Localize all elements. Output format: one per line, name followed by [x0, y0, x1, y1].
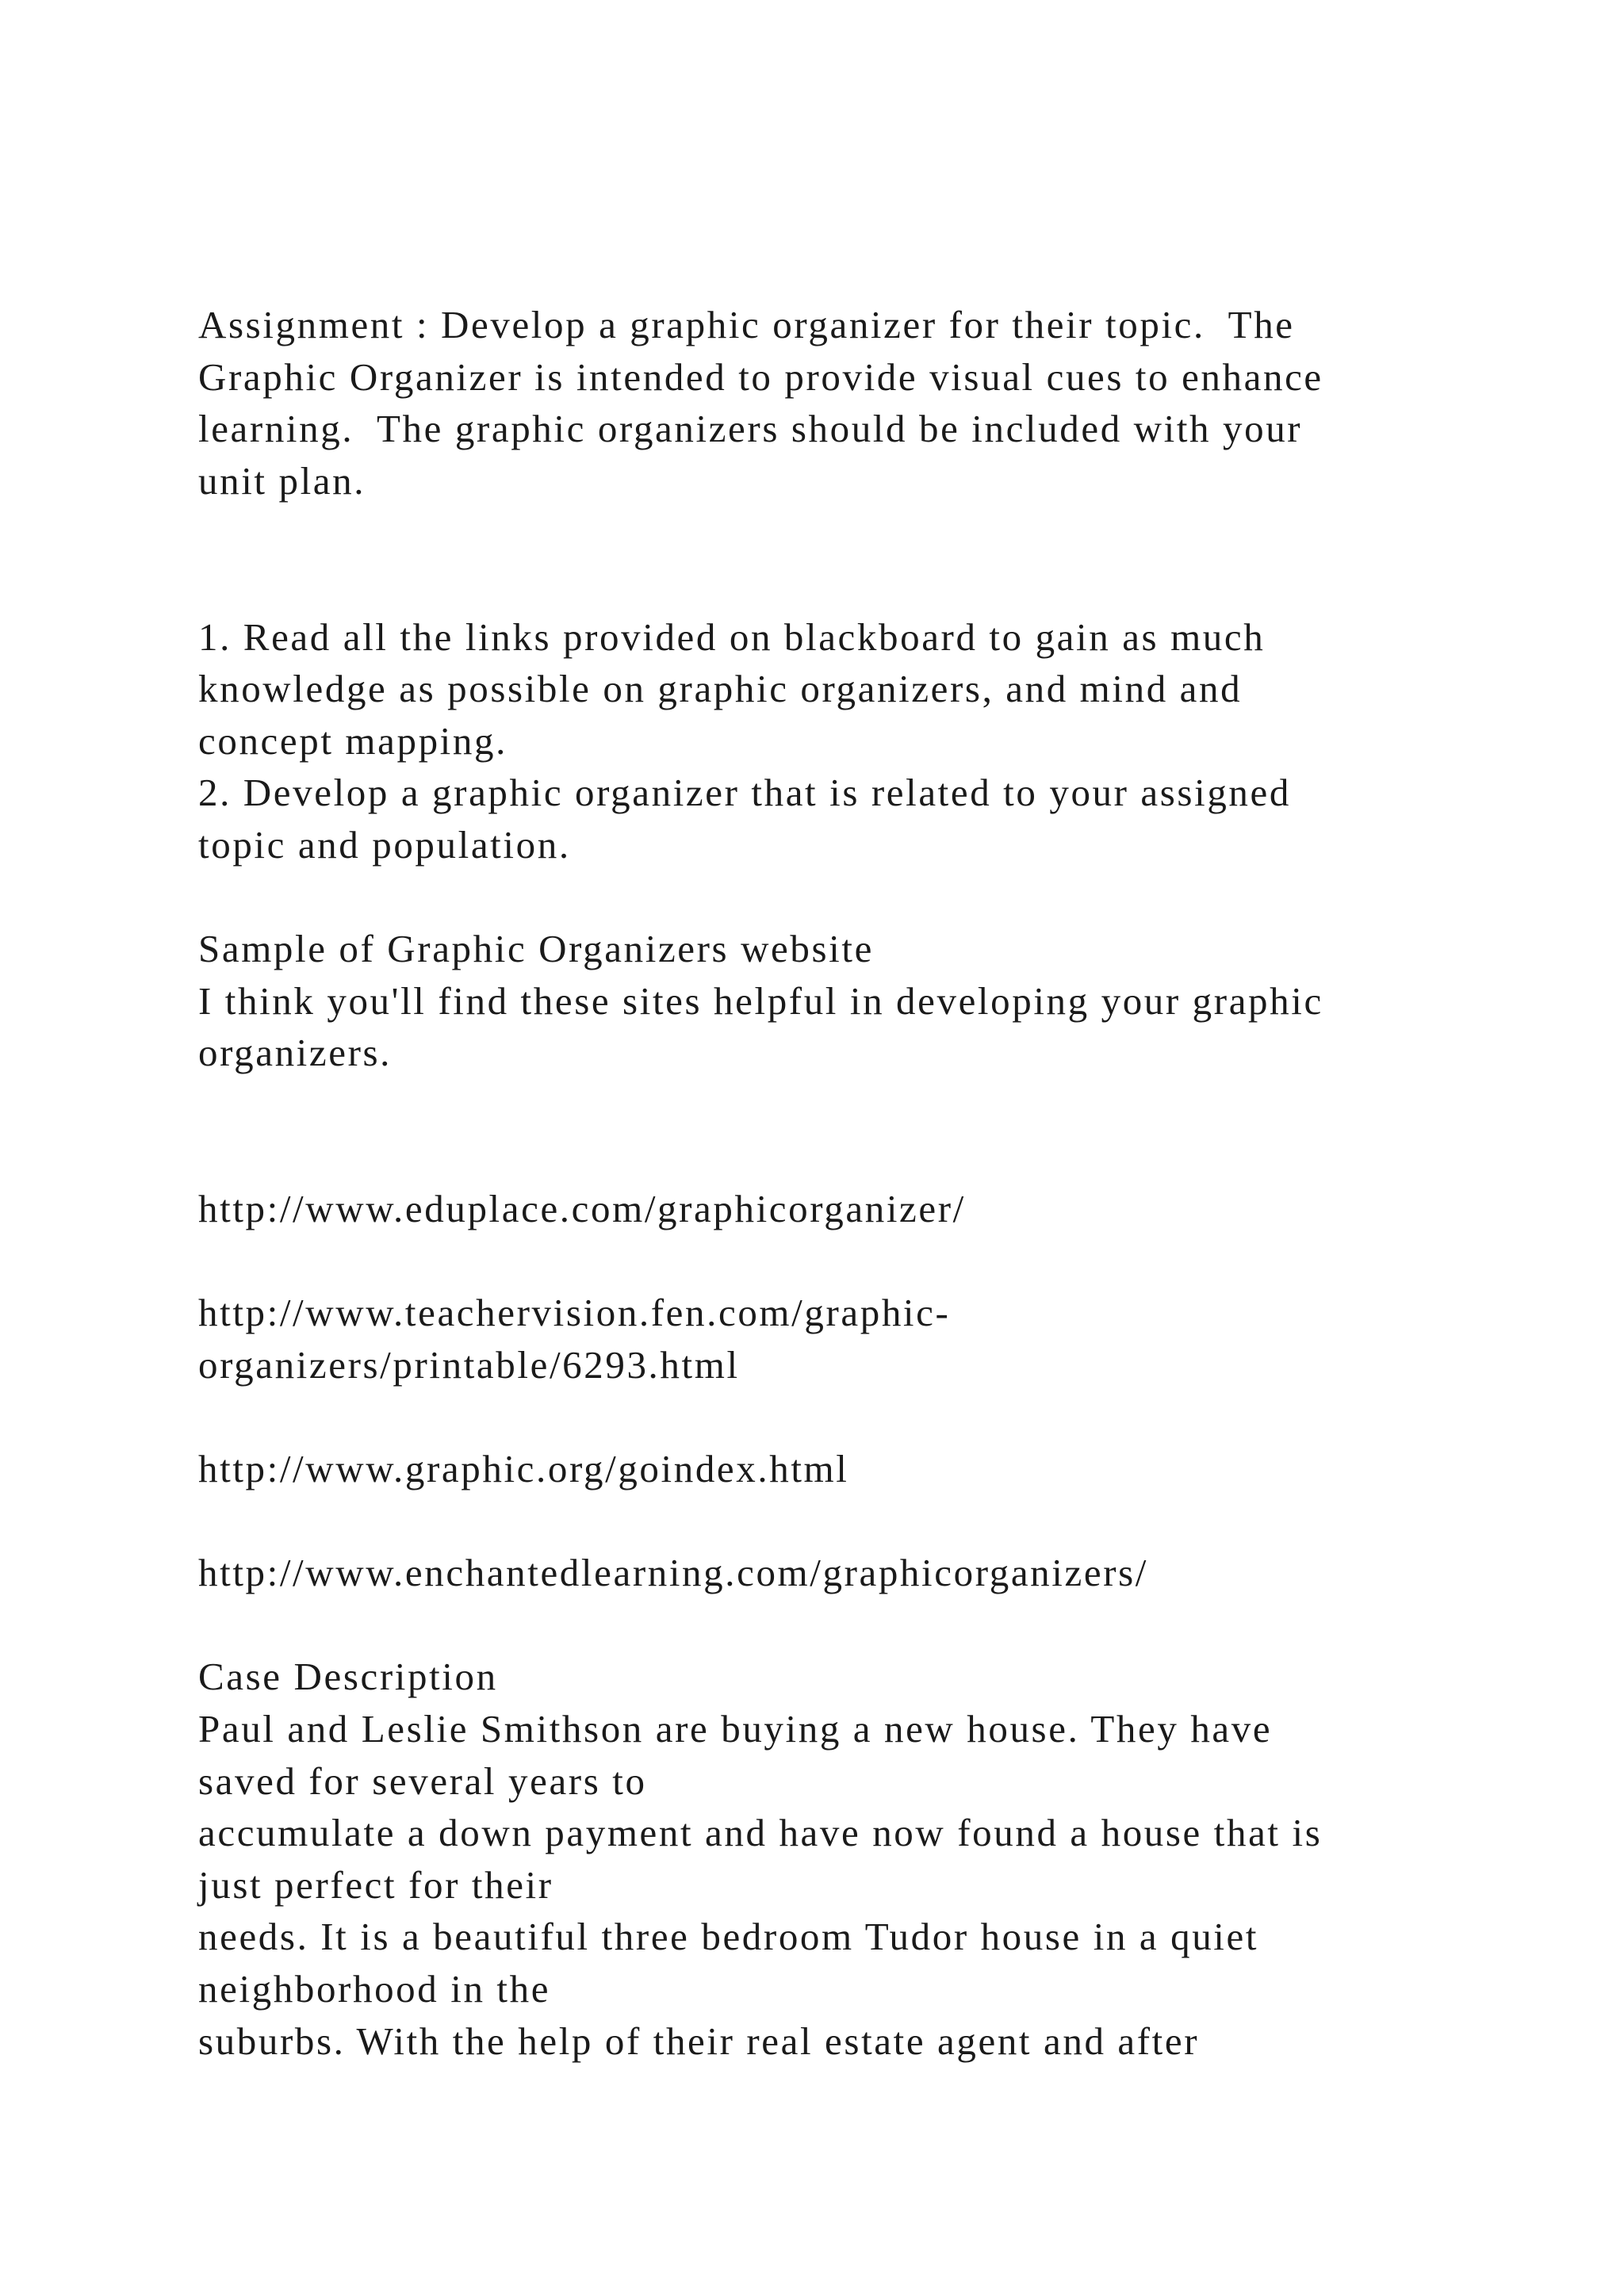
link-graphic-org: http://www.graphic.org/goindex.html [198, 1447, 849, 1491]
text-line: Paul and Leslie Smithson are buying a new house. They have [198, 1707, 1273, 1751]
link-enchantedlearning: http://www.enchantedlearning.com/graphicorganizers/ [198, 1551, 1148, 1595]
step-line: topic and population. [198, 822, 571, 867]
spacer [198, 1079, 1546, 1131]
sample-paragraph [198, 923, 1546, 1079]
spacer [198, 871, 1546, 924]
step-line: knowledge as possible on graphic organizers, and mind and [198, 667, 1243, 711]
case-description [198, 1651, 1546, 2067]
text-line: unit plan. [198, 458, 366, 503]
spacer [198, 1235, 1546, 1288]
text-line: learning. The graphic organizers should be included with your [198, 407, 1303, 451]
text-line: accumulate a down payment and have now found a house that is [198, 1811, 1323, 1855]
step-line: 1. Read all the links provided on blackboard to gain as much [198, 614, 1266, 659]
sample-heading: Sample of Graphic Organizers website [198, 927, 874, 971]
spacer [198, 507, 1546, 559]
document-body [198, 299, 1546, 2067]
link-line: http://www.teachervision.fen.com/graphic- [198, 1291, 951, 1335]
text-line: Graphic Organizer is intended to provide visual cues to enhance [198, 354, 1323, 399]
link-eduplace: http://www.eduplace.com/graphicorganizer/ [198, 1187, 966, 1231]
text-line: organizers. [198, 1031, 393, 1075]
case-heading: Case Description [198, 1655, 498, 1699]
step-line: 2. Develop a graphic organizer that is related to your assigned [198, 771, 1291, 815]
text-line: suburbs. With the help of their real estate agent and after [198, 2019, 1200, 2063]
spacer [198, 1131, 1546, 1184]
text-line: I think you'll find these sites helpful in developing your graphic [198, 978, 1323, 1023]
link-teachervision [198, 1287, 1546, 1391]
steps-list [198, 611, 1546, 871]
assignment-paragraph [198, 299, 1546, 507]
text-line: Assignment : Develop a graphic organizer for their topic. The [198, 303, 1295, 346]
spacer [198, 1599, 1546, 1651]
text-line: needs. It is a beautiful three bedroom Tudor house in a quiet [198, 1915, 1259, 1959]
link-line: organizers/printable/6293.html [198, 1342, 740, 1387]
text-line: just perfect for their [198, 1862, 553, 1907]
spacer [198, 559, 1546, 611]
spacer [198, 1391, 1546, 1443]
step-line: concept mapping. [198, 718, 508, 763]
text-line: neighborhood in the [198, 1967, 551, 2011]
spacer [198, 1495, 1546, 1548]
text-line: saved for several years to [198, 1758, 647, 1803]
